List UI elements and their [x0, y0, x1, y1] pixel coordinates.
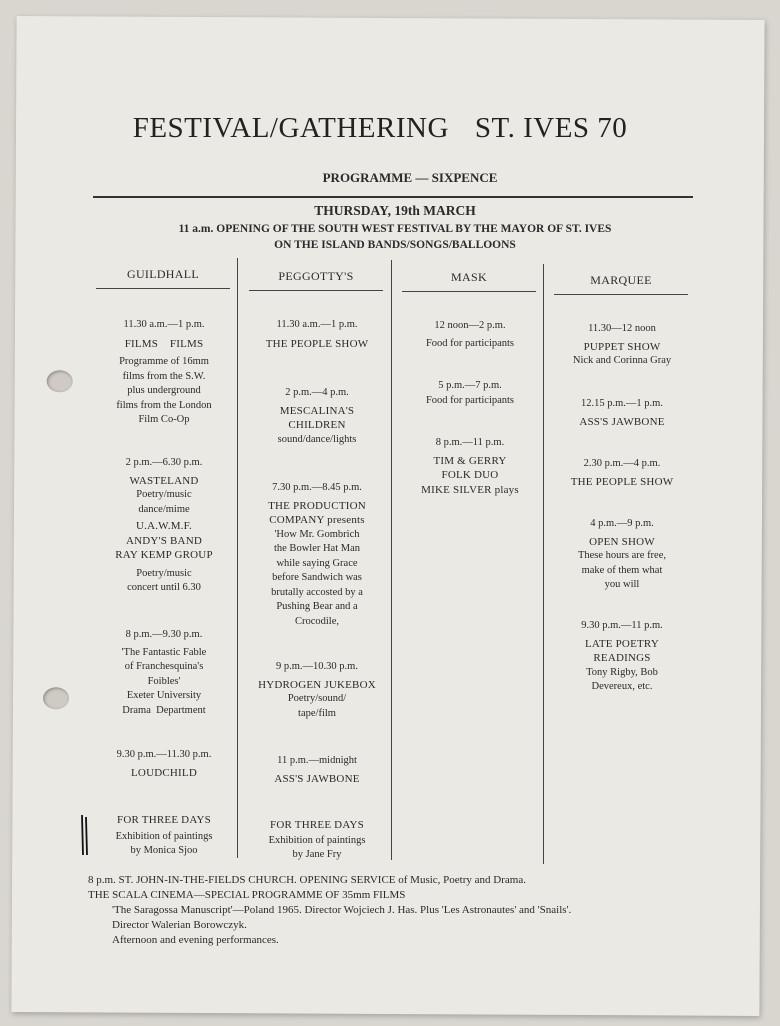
column-rule-marquee [554, 294, 688, 295]
footer-cinema-heading: THE SCALA CINEMA—SPECIAL PROGRAMME OF 35mm FILMS [88, 889, 406, 901]
column-rule-guildhall [96, 288, 230, 289]
event-desc: Foibles' [147, 675, 181, 687]
event-desc: by Jane Fry [292, 849, 342, 860]
column-divider-1 [237, 258, 238, 858]
event-title: LOUDCHILD [131, 766, 197, 779]
event-desc: Poetry/music [136, 489, 192, 500]
event-desc: 'How Mr. Gombrich [274, 528, 360, 540]
column-heading-peggottys: PEGGOTTY'S [278, 269, 354, 283]
event-mask-3 [402, 436, 538, 497]
event-time: 11 p.m.—midnight [277, 755, 357, 766]
event-desc: Food for participants [425, 394, 515, 406]
event-desc: Poetry/sound/ [287, 693, 347, 704]
footer-director: Director Walerian Borowczyk. [112, 919, 247, 931]
event-title: THE PEOPLE SHOW [570, 475, 674, 488]
event-guildhall-5 [96, 748, 232, 780]
title-place: ST. IVES 70 [474, 112, 628, 144]
event-title: THE PRODUCTION [268, 499, 366, 512]
event-marquee-5 [552, 619, 692, 695]
event-time: 2 p.m.—6.30 p.m. [125, 457, 203, 468]
opening-line-1: 11 a.m. OPENING OF THE SOUTH WEST FESTIVAL BY THE MAYOR OF ST. IVES [178, 223, 612, 235]
programme-price: PROGRAMME — SIXPENCE [322, 170, 498, 185]
event-title: WASTELAND [129, 474, 199, 487]
event-marquee-3 [552, 457, 692, 489]
header-rule [93, 196, 693, 198]
event-marquee-4 [552, 517, 692, 593]
pen-mark [80, 813, 90, 857]
event-desc: before Sandwich was [272, 572, 362, 583]
event-time: 8 p.m.—11 p.m. [435, 437, 505, 448]
column-rule-mask [402, 291, 536, 292]
event-desc: dance/mime [138, 503, 190, 515]
column-divider-3 [543, 264, 544, 864]
event-time: 9 p.m.—10.30 p.m. [276, 661, 358, 672]
event-desc: Devereux, etc. [591, 681, 653, 692]
footer-church-service: 8 p.m. ST. JOHN-IN-THE-FIELDS CHURCH. OPENING SERVICE of Music, Poetry and Drama. [88, 874, 526, 886]
event-time: 11.30—12 noon [588, 323, 656, 334]
column-heading-mask: MASK [451, 270, 487, 284]
event-title: TIM & GERRY [433, 454, 507, 467]
event-time: 11.30 a.m.—1 p.m. [123, 319, 205, 330]
event-time: 7.30 p.m.—8.45 p.m. [272, 482, 362, 493]
event-title: FOR THREE DAYS [117, 814, 211, 826]
event-title: MIKE SILVER plays [421, 483, 519, 496]
event-desc: These hours are free, [577, 550, 667, 561]
opening-announcement [0, 221, 780, 253]
footer-notes [88, 873, 728, 948]
event-time: 2 p.m.—4 p.m. [285, 387, 349, 398]
event-desc: Food for participants [425, 337, 515, 349]
event-desc: Programme of 16mm [119, 356, 209, 367]
event-desc: while saying Grace [276, 557, 358, 569]
event-desc: Film Co-Op [138, 414, 190, 425]
event-desc: films from the London [116, 399, 212, 411]
event-peggottys-5 [249, 754, 385, 786]
event-time: 9.30 p.m.—11.30 p.m. [116, 749, 212, 760]
event-desc: of Franchesquina's [124, 661, 204, 672]
event-peggottys-1 [249, 318, 385, 351]
event-desc: 'The Fantastic Fable [121, 646, 207, 658]
event-title: ANDY'S BAND [126, 534, 202, 547]
opening-line-2: ON THE ISLAND BANDS/SONGS/BALLOONS [274, 239, 516, 251]
event-desc: Poetry/music [136, 567, 192, 579]
event-marquee-1 [552, 322, 692, 369]
event-title: ASS'S JAWBONE [274, 772, 360, 785]
event-title: FOR THREE DAYS [270, 819, 364, 831]
event-time: 4 p.m.—9 p.m. [590, 518, 654, 529]
event-guildhall-6 [96, 813, 232, 859]
event-desc: you will [604, 579, 640, 590]
footer-performances: Afternoon and evening performances. [112, 934, 279, 946]
event-time: 2.30 p.m.—4 p.m. [583, 458, 661, 469]
event-mask-2 [402, 379, 538, 408]
footer-film-details: 'The Saragossa Manuscript'—Poland 1965. Director Wojciech J. Has. Plus 'Les Astronautes' and 'Snails'. [112, 904, 572, 916]
event-desc: Drama Department [122, 704, 206, 716]
event-desc: Exhibition of paintings [115, 830, 213, 842]
event-desc: Exhibition of paintings [268, 834, 366, 846]
event-desc: Pushing Bear and a [276, 601, 358, 612]
event-title: ASS'S JAWBONE [579, 415, 665, 428]
punch-hole-upper [47, 370, 73, 392]
event-peggottys-4 [249, 660, 385, 721]
day-heading: THURSDAY, 19th MARCH [314, 203, 476, 218]
event-marquee-2 [552, 397, 692, 429]
punch-hole-lower [43, 687, 69, 709]
event-peggottys-3 [249, 481, 385, 629]
column-rule-peggottys [249, 290, 383, 291]
event-title: MESCALINA'S [279, 404, 355, 417]
event-title: RAY KEMP GROUP [115, 549, 213, 561]
event-title: COMPANY presents [269, 514, 365, 526]
event-time: 8 p.m.—9.30 p.m. [125, 629, 203, 640]
event-desc: the Bowler Hat Man [273, 543, 361, 554]
event-desc: tape/film [298, 707, 336, 719]
event-title: OPEN SHOW [589, 535, 655, 548]
event-mask-1 [402, 319, 538, 351]
event-time: 12 noon—2 p.m. [434, 320, 506, 331]
event-desc: plus underground [127, 385, 201, 396]
event-peggottys-2 [249, 386, 385, 447]
event-title: FILMS FILMS [124, 337, 204, 350]
event-desc: make of them what [581, 564, 663, 576]
event-desc: sound/dance/lights [277, 433, 357, 445]
event-guildhall-2 [96, 456, 232, 517]
event-title: HYDROGEN JUKEBOX [258, 678, 376, 691]
event-desc: concert until 6.30 [127, 582, 201, 593]
page-title [0, 112, 760, 145]
event-peggottys-6 [249, 818, 385, 863]
event-time: 11.30 a.m.—1 p.m. [276, 319, 358, 330]
event-desc: Exeter University [126, 690, 202, 701]
event-time: 9.30 p.m.—11 p.m. [581, 620, 663, 631]
event-title: FOLK DUO [441, 469, 499, 481]
column-divider-2 [391, 260, 392, 860]
event-desc: Crocodile, [294, 615, 340, 627]
event-desc: Tony Rigby, Bob [586, 666, 658, 678]
event-guildhall-3 [96, 519, 232, 596]
event-desc: Nick and Corinna Gray [572, 355, 672, 366]
event-desc: brutally accosted by a [271, 586, 363, 598]
event-title: CHILDREN [288, 419, 346, 431]
event-guildhall-1 [96, 318, 232, 428]
event-title: THE PEOPLE SHOW [265, 337, 369, 350]
event-time: 12.15 p.m.—1 p.m. [581, 398, 663, 409]
event-time: 5 p.m.—7 p.m. [438, 380, 502, 391]
event-title: READINGS [593, 652, 651, 664]
event-desc: by Monica Sjoo [130, 845, 198, 856]
title-main: FESTIVAL/GATHERING [132, 112, 449, 144]
column-heading-guildhall: GUILDHALL [126, 267, 200, 281]
event-title: U.A.W.M.F. [135, 520, 193, 532]
event-guildhall-4 [96, 628, 232, 718]
event-desc: films from the S.W. [122, 370, 206, 382]
event-title: LATE POETRY [584, 637, 659, 650]
column-heading-marquee: MARQUEE [590, 273, 652, 287]
event-title: PUPPET SHOW [583, 340, 661, 353]
